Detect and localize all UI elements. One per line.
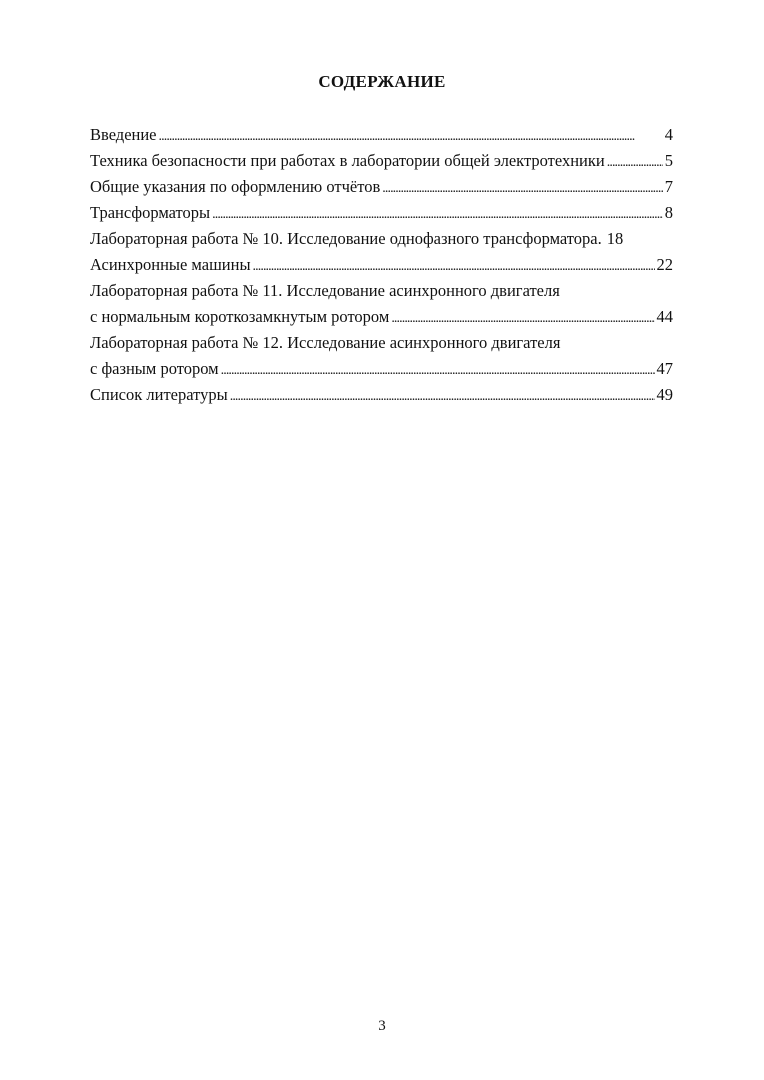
- toc-entry-page: 44: [656, 307, 673, 326]
- toc-line: [90, 148, 673, 174]
- toc-entry-text: Асинхронные машины: [90, 255, 251, 274]
- toc-entry-text-line1: Лабораторная работа № 11. Исследование асинхронного двигателя: [90, 281, 560, 300]
- toc-entry[interactable]: [90, 226, 673, 252]
- toc-entry-text: с фазным ротором: [90, 359, 219, 378]
- toc-dot-leader: [159, 122, 663, 150]
- toc-entry[interactable]: [90, 252, 673, 278]
- toc-entry-text: Техника безопасности при работах в лаборатории общей электротехники: [90, 151, 605, 170]
- toc-entry-page: 49: [656, 385, 673, 404]
- toc-entry-page: 22: [656, 255, 673, 274]
- toc-entry[interactable]: [90, 200, 673, 226]
- toc-entry-text-line1: Лабораторная работа № 12. Исследование асинхронного двигателя: [90, 333, 561, 352]
- toc-line: [90, 122, 673, 148]
- toc-entry-text: Трансформаторы: [90, 203, 211, 222]
- toc-entry-page: 47: [656, 359, 673, 378]
- toc-dot-leader: [391, 304, 654, 332]
- toc-entry[interactable]: [90, 330, 673, 382]
- toc-line: [90, 174, 673, 200]
- toc-entry-page: 8: [664, 203, 673, 222]
- toc-line: [90, 226, 673, 252]
- toc-entry-page: 7: [664, 177, 673, 196]
- toc-line: [90, 382, 673, 408]
- toc-dot-leader: [221, 356, 655, 384]
- toc-entry-page: 18: [606, 229, 624, 248]
- toc-entry[interactable]: [90, 174, 673, 200]
- toc-entry[interactable]: [90, 148, 673, 174]
- page-number: 3: [378, 1018, 386, 1034]
- toc-entry-text: Общие указания по оформлению отчётов: [90, 177, 381, 196]
- toc-entry-page: 5: [664, 151, 673, 170]
- toc-line: [90, 304, 673, 330]
- toc-entry-text: Список литературы: [90, 385, 228, 404]
- toc-entry-page: 4: [664, 125, 673, 144]
- toc-dot-leader: [230, 382, 655, 410]
- toc-line: [90, 252, 673, 278]
- toc-dot-leader: [253, 252, 655, 280]
- toc-line: [90, 200, 673, 226]
- toc-entry[interactable]: [90, 122, 673, 148]
- toc-entry-text: Лабораторная работа № 10. Исследование однофазного трансформатора.: [90, 229, 602, 248]
- toc-dot-leader: [607, 148, 663, 176]
- toc-dot-leader: [212, 200, 663, 228]
- toc-title: СОДЕРЖАНИЕ: [318, 72, 446, 91]
- toc-entry[interactable]: [90, 278, 673, 330]
- toc-line: [90, 356, 673, 382]
- table-of-contents: [90, 122, 673, 408]
- toc-entry-text: с нормальным короткозамкнутым ротором: [90, 307, 390, 326]
- toc-dot-leader: [382, 174, 662, 202]
- toc-entry[interactable]: [90, 382, 673, 408]
- toc-entry-text: Введение: [90, 125, 157, 144]
